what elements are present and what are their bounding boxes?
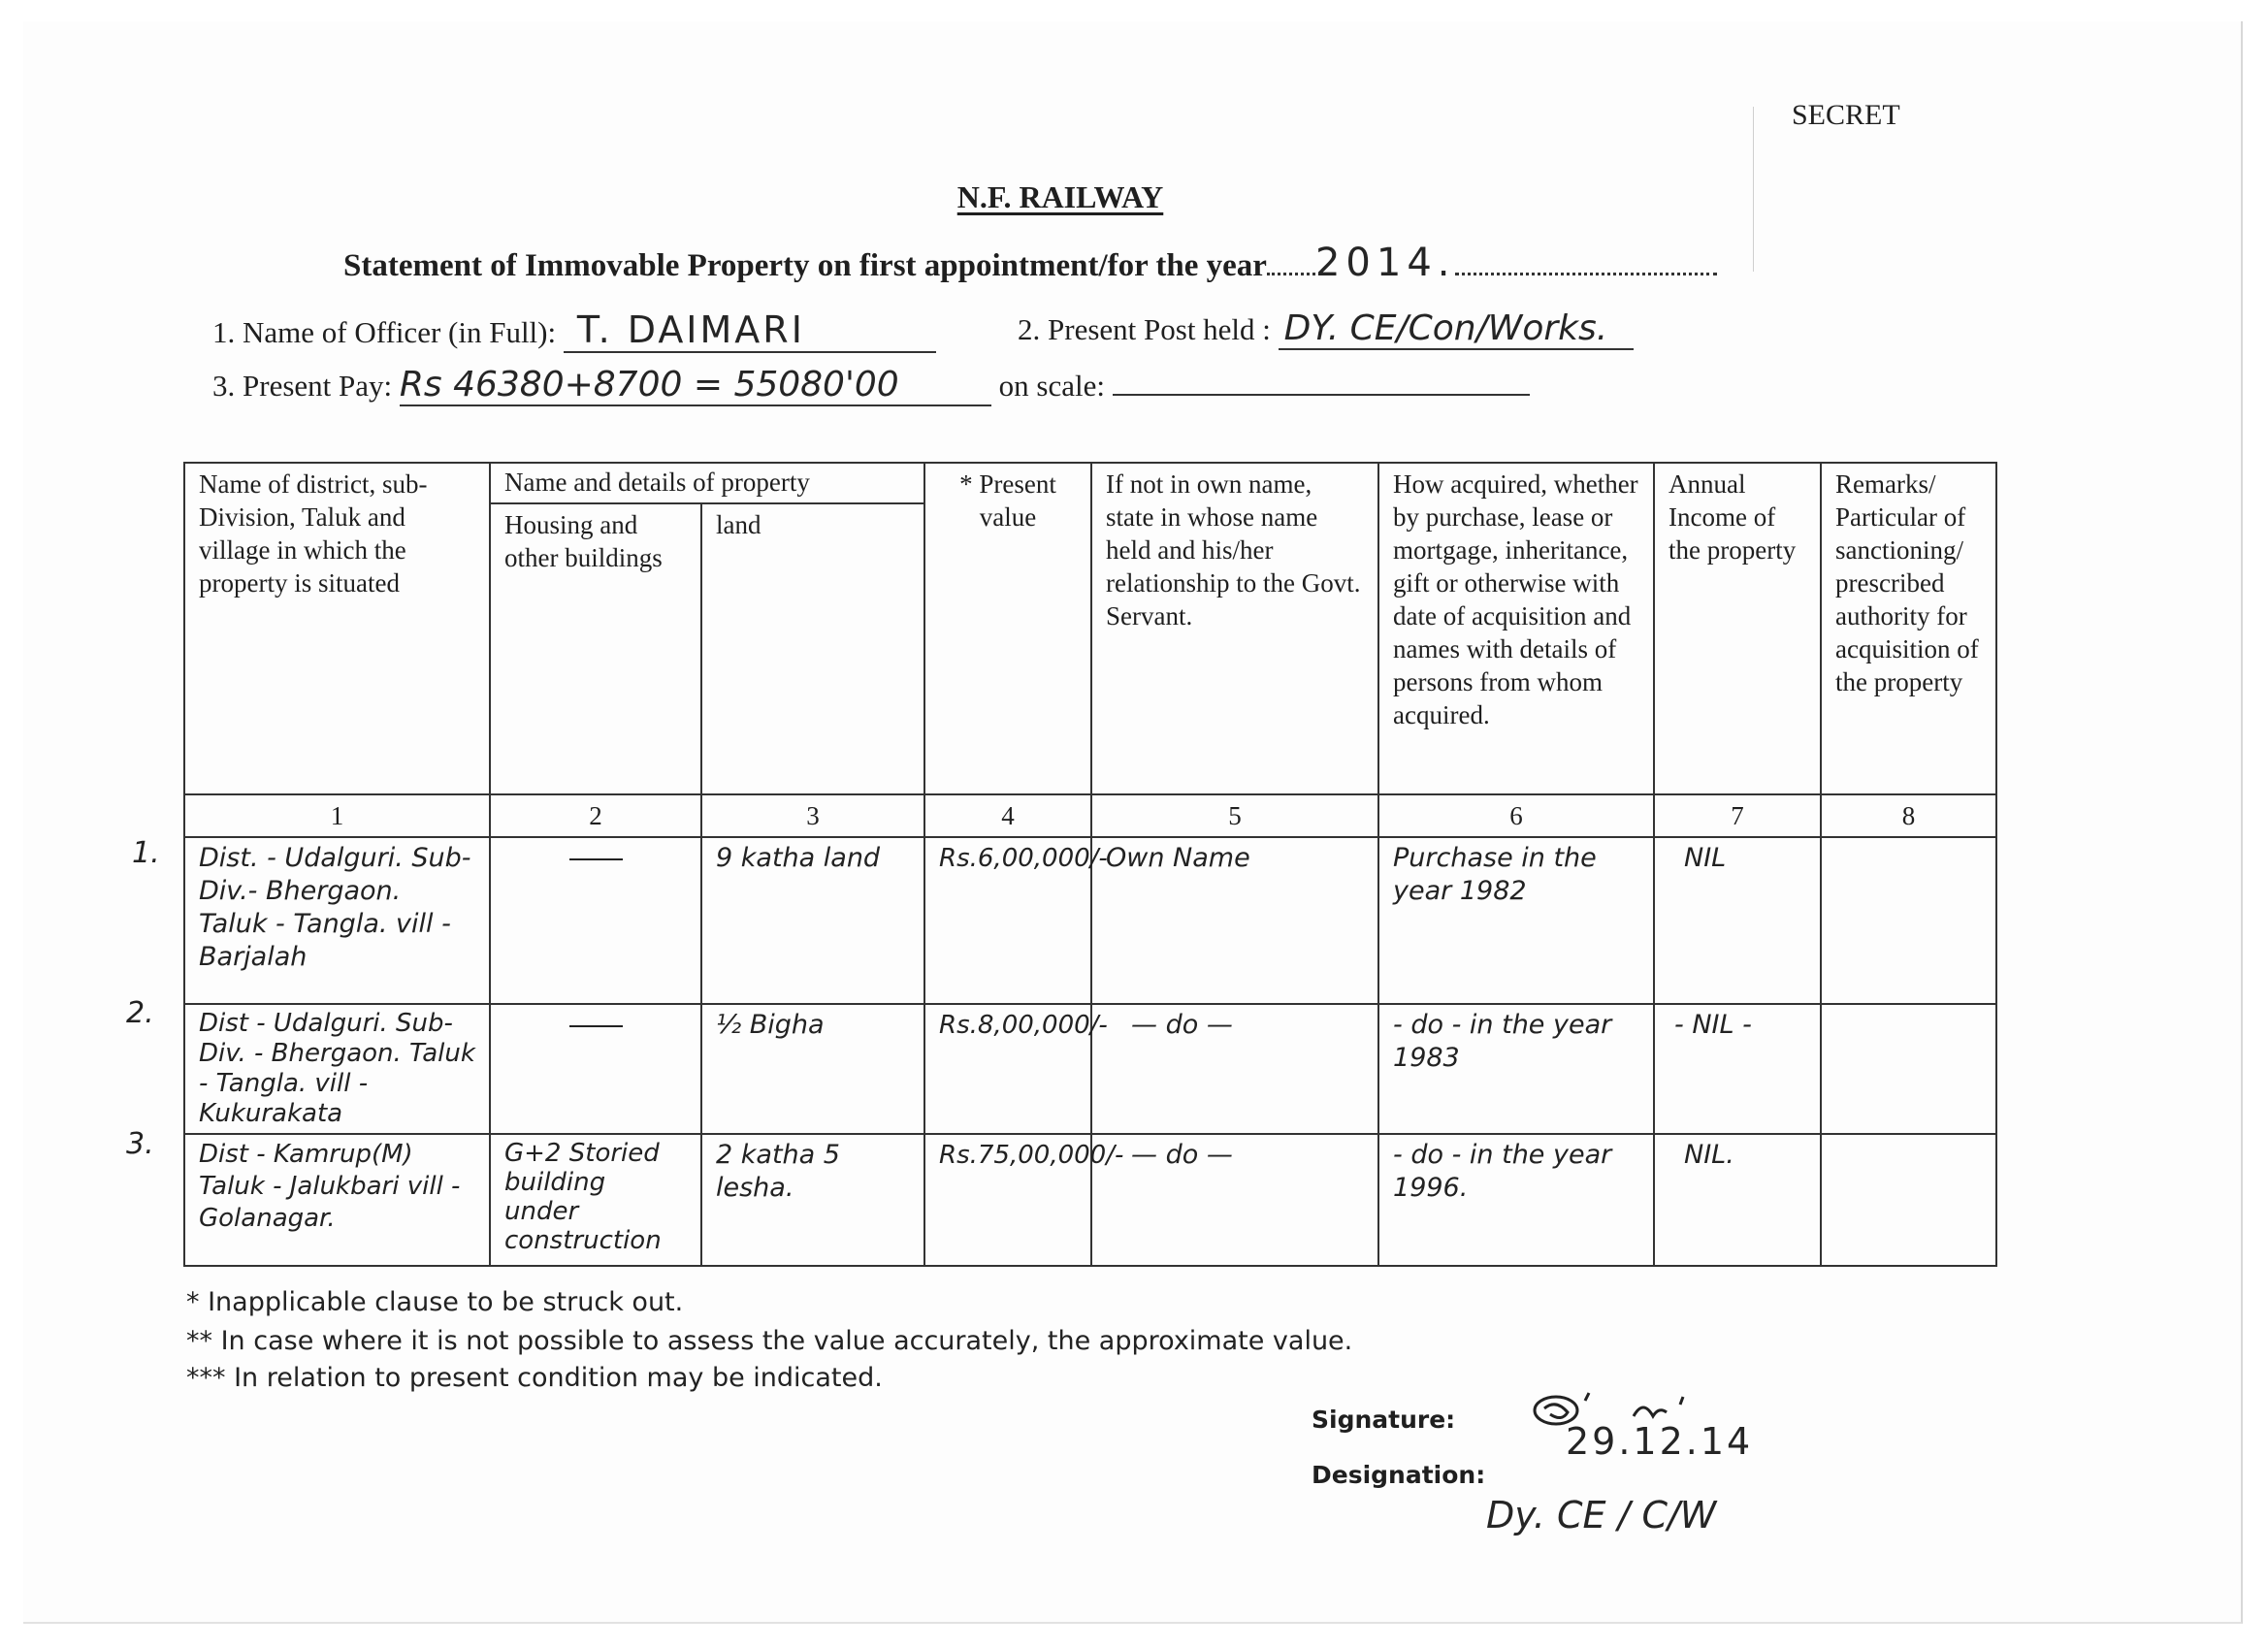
column-number: 1	[184, 794, 490, 837]
signature-date: 29.12.14	[1566, 1420, 1754, 1463]
table-row	[184, 837, 1996, 1004]
column-number: 8	[1821, 794, 1996, 837]
table-row	[184, 1134, 1996, 1266]
column-number: 6	[1378, 794, 1654, 837]
signature-label: Signature:	[1312, 1406, 1456, 1434]
footnote: * Inapplicable clause to be struck out.	[186, 1287, 684, 1317]
header-col-held-in: If not in own name, state in whose name held and his/her relationship to the Govt. Servant.	[1091, 463, 1378, 794]
row-held-in: — do —	[1091, 1004, 1378, 1134]
header-col-acquired: How acquired, whether by purchase, lease or mortgage, inheritance, gift or otherwise with date of acquisition and names with details of persons from whom acquired.	[1378, 463, 1654, 794]
header-col-remarks: Remarks/ Particular of sanctioning/ prescribed authority for acquisition of the property	[1821, 463, 1996, 794]
header-col-value: * Present value	[924, 463, 1091, 794]
officer-name-value: T. DAIMARI	[576, 308, 805, 351]
header-row-1	[184, 463, 1996, 503]
present-pay-label: 3. Present Pay:	[212, 369, 393, 403]
column-number: 7	[1654, 794, 1821, 837]
present-post-row	[1018, 308, 1634, 350]
row-building	[490, 1004, 701, 1134]
present-post-value: DY. CE/Con/Works.	[1283, 308, 1608, 348]
property-table	[183, 462, 1997, 1267]
row-number: 3.	[126, 1127, 154, 1161]
header-col-land: land	[701, 503, 924, 794]
present-pay-value: Rs 46380+8700 = 55080'00	[399, 365, 899, 404]
designation-value: Dy. CE / C/W	[1486, 1494, 1717, 1536]
row-building: G+2 Storied building under construction	[490, 1134, 701, 1266]
secret-label: SECRET	[1792, 99, 1900, 131]
present-pay-row	[212, 365, 1530, 406]
present-post-field	[1279, 308, 1634, 350]
column-number: 4	[924, 794, 1091, 837]
row-location: Dist - Kamrup(M) Taluk - Jalukbari vill - Golanagar.	[184, 1134, 490, 1266]
row-land: 2 katha 5 lesha.	[701, 1134, 924, 1266]
row-value: Rs.8,00,000/-	[924, 1004, 1091, 1134]
footnote: ** In case where it is not possible to assess the value accurately, the approximate value.	[186, 1326, 1353, 1356]
row-remarks	[1821, 837, 1996, 1004]
statement-label: Statement of Immovable Property on first appointment/for the year	[343, 248, 1267, 283]
officer-name-field	[564, 308, 936, 353]
row-held-in: Own Name	[1091, 837, 1378, 1004]
present-pay-field	[400, 365, 991, 406]
statement-year: 2014.	[1314, 241, 1456, 285]
header-property-group: Name and details of property	[490, 463, 924, 503]
row-location: Dist. - Udalguri. Sub-Div.- Bhergaon. Taluk - Tangla. vill - Barjalah	[184, 837, 490, 1004]
column-number: 2	[490, 794, 701, 837]
statement-heading	[343, 241, 1717, 285]
row-income: NIL.	[1654, 1134, 1821, 1266]
designation-label: Designation:	[1312, 1461, 1486, 1489]
blank-dash	[569, 1025, 623, 1027]
row-land: 9 katha land	[701, 837, 924, 1004]
document-page	[23, 21, 2243, 1624]
scale-field	[1113, 365, 1530, 396]
row-location: Dist - Udalguri. Sub-Div. - Bhergaon. Taluk - Tangla. vill - Kukurakata	[184, 1004, 490, 1134]
organization-title	[23, 179, 2097, 215]
column-number: 5	[1091, 794, 1378, 837]
scale-label: on scale:	[998, 369, 1105, 403]
row-income: NIL	[1654, 837, 1821, 1004]
present-post-label: 2. Present Post held :	[1018, 312, 1271, 346]
header-col-income: Annual Income of the property	[1654, 463, 1821, 794]
blank-dash	[569, 858, 623, 860]
column-number-row	[184, 794, 1996, 837]
row-building	[490, 837, 701, 1004]
row-value: Rs.6,00,000/-	[924, 837, 1091, 1004]
row-acquired: Purchase in the year 1982	[1378, 837, 1654, 1004]
row-land: ½ Bigha	[701, 1004, 924, 1134]
row-held-in: — do —	[1091, 1134, 1378, 1266]
row-remarks	[1821, 1134, 1996, 1266]
row-acquired: - do - in the year 1983	[1378, 1004, 1654, 1134]
header-col-location: Name of district, sub-Division, Taluk and village in which the property is situated	[184, 463, 490, 794]
row-number: 2.	[126, 996, 154, 1030]
organization-name: N.F. RAILWAY	[956, 179, 1164, 214]
row-value: Rs.75,00,000/-	[924, 1134, 1091, 1266]
table-row	[184, 1004, 1996, 1134]
row-number: 1.	[132, 836, 160, 870]
row-acquired: - do - in the year 1996.	[1378, 1134, 1654, 1266]
header-col-building: Housing and other buildings	[490, 503, 701, 794]
officer-name-label: 1. Name of Officer (in Full):	[212, 315, 557, 349]
row-income: - NIL -	[1654, 1004, 1821, 1134]
column-number: 3	[701, 794, 924, 837]
officer-name-row	[212, 308, 936, 353]
footnote: *** In relation to present condition may be indicated.	[186, 1363, 883, 1393]
row-remarks	[1821, 1004, 1996, 1134]
